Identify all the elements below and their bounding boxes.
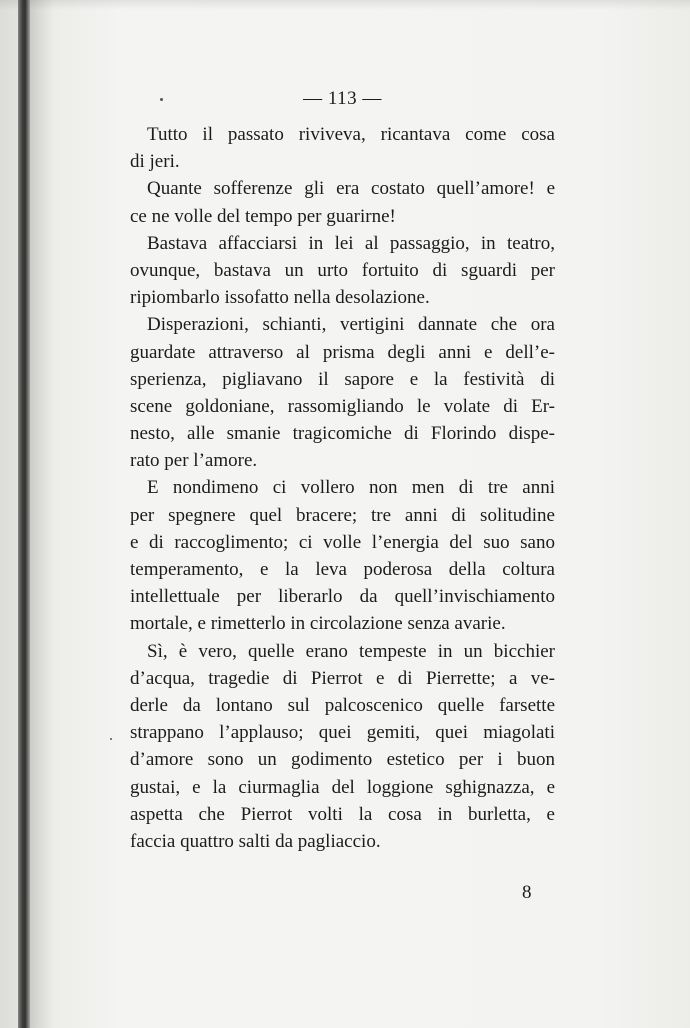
text-line: sperienza, pigliavano il sapore e la festività di — [130, 368, 555, 390]
text-line: ce ne volle del tempo per guarirne! — [130, 205, 396, 227]
page-number: — 113 — — [303, 88, 382, 109]
text-line: E nondimeno ci vollero non men di tre anni — [147, 477, 555, 499]
text-line: d’amore sono un godimento estetico per i buon — [130, 749, 555, 771]
text-line: per spegnere quel bracere; tre anni di solitudine — [130, 504, 555, 526]
text-line: rato per l’amore. — [130, 450, 258, 472]
signature-mark: 8 — [522, 882, 532, 903]
body-text — [130, 121, 555, 855]
text-line: gustai, e la ciurmaglia del loggione sghignazza, e — [130, 776, 555, 798]
paragraph — [130, 474, 555, 637]
text-line: Bastava affacciarsi in lei al passaggio, in teatro, — [147, 232, 555, 254]
text-line: intellettuale per liberarlo da quell’invischiamento — [130, 586, 555, 608]
text-line: mortale, e rimetterlo in circolazione senza avarie. — [130, 613, 506, 635]
page-top-shadow — [0, 0, 690, 10]
text-line: ovunque, bastava un urto fortuito di sguardi per — [130, 259, 555, 281]
text-line: Sì, è vero, quelle erano tempeste in un bicchier — [147, 640, 555, 662]
paragraph — [130, 638, 555, 856]
text-line: d’acqua, tragedie di Pierrot e di Pierrette; a ve- — [130, 667, 555, 689]
text-line: derle da lontano sul palcoscenico quelle farsette — [130, 694, 555, 716]
text-line: Disperazioni, schianti, vertigini dannate che ora — [147, 314, 555, 336]
paragraph — [130, 311, 555, 474]
book-binding-edge — [18, 0, 30, 1028]
text-line: ripiombarlo issofatto nella desolazione. — [130, 287, 430, 309]
text-line: temperamento, e la leva poderosa della coltura — [130, 559, 555, 580]
paragraph — [130, 230, 555, 312]
paragraph — [130, 121, 555, 175]
text-line: faccia quattro salti da pagliaccio. — [130, 830, 381, 852]
text-line: nesto, alle smanie tragicomiche di Florindo dispe- — [130, 423, 555, 445]
text-line: di jeri. — [130, 151, 180, 173]
text-line: Quante sofferenze gli era costato quell’amore! e — [147, 178, 555, 200]
text-line: aspetta che Pierrot volti la cosa in burletta, e — [130, 803, 555, 825]
text-line: Tutto il passato riviveva, ricantava come cosa — [147, 124, 555, 145]
text-line: strappano l’applauso; quei gemiti, quei miagolati — [130, 722, 555, 744]
ink-speck — [110, 738, 112, 740]
paragraph — [130, 175, 555, 229]
text-line: guardate attraverso al prisma degli anni e dell’e- — [130, 341, 555, 363]
text-line: e di raccoglimento; ci volle l’energia del suo sano — [130, 531, 555, 553]
text-line: scene goldoniane, rassomigliando le volate di Er- — [130, 395, 555, 417]
binding-shadow — [30, 0, 54, 1028]
